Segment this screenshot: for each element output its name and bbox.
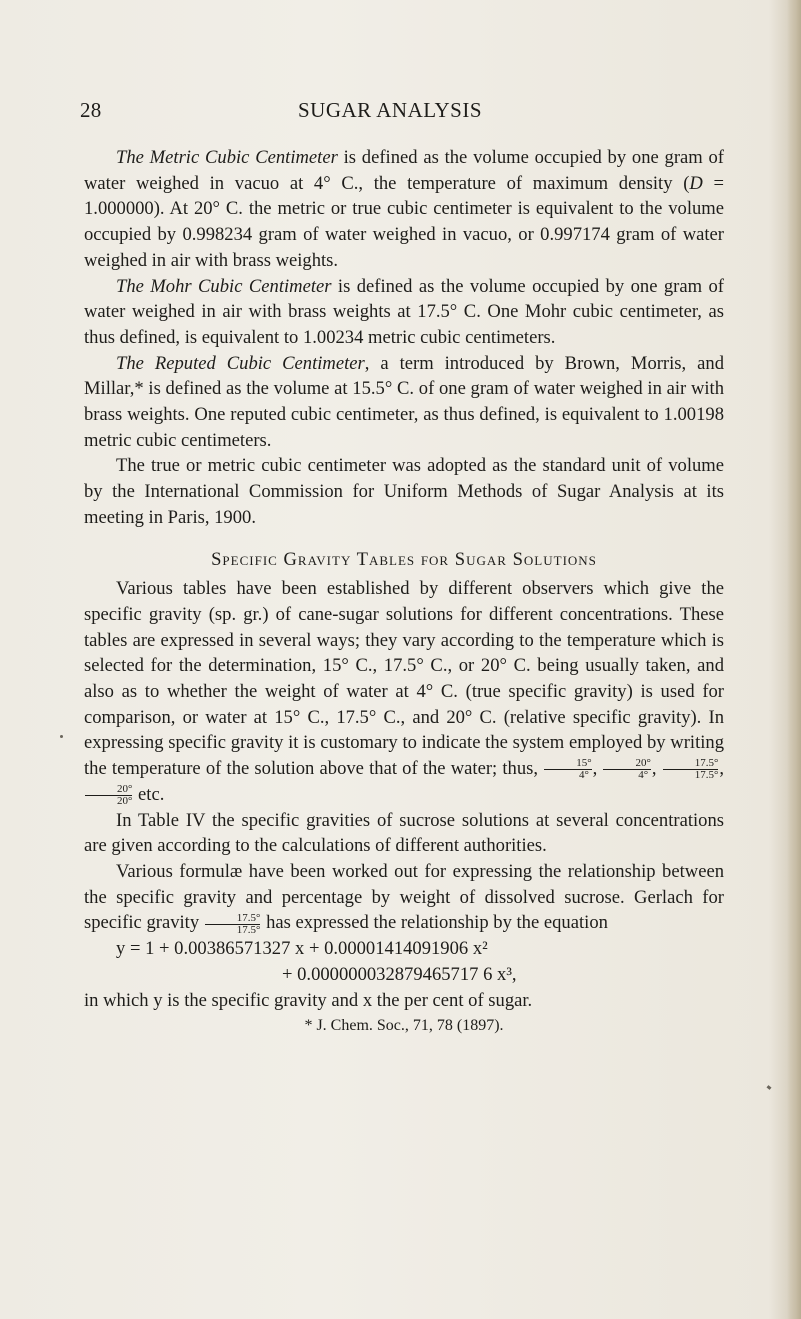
fraction [544, 758, 591, 781]
page-number: 28 [80, 98, 102, 122]
paragraph-text: Various formulæ have been worked out for expressing the relationship between the specific gravity and percentage by weight of dissolved sucrose. Gerlach for specific gravity [84, 860, 724, 934]
page-header [80, 98, 700, 126]
fraction [85, 784, 132, 807]
body-text [84, 145, 724, 1037]
paragraph-metric-cc [84, 145, 724, 274]
fraction-denominator: 20° [85, 795, 132, 807]
paragraph-text: is defined as the volume occupied by one gram of water weighed in air with brass weights at 17.5° C. One Mohr cubic centimeter, as thus defined, is equivalent to 1.00234 metric cubic centimeters. [84, 275, 724, 348]
term-reputed-cc: The Reputed Cubic Centimeter [116, 352, 365, 374]
paragraph-standard-unit: The true or metric cubic centimeter was adopted as the standard unit of volume by the International Commission for Uniform Methods of Sugar Analysis at its meeting in Paris, 1900. [84, 455, 724, 528]
term-mohr-cc: The Mohr Cubic Centimeter [116, 275, 332, 297]
equation-line-1: y = 1 + 0.00386571327 x + 0.00001414091906 x² [116, 938, 488, 960]
fraction-numerator: 20° [635, 757, 651, 770]
fraction-numerator: 17.5° [236, 911, 261, 924]
ink-speck [767, 1085, 772, 1090]
footnote: * J. Chem. Soc., 71, 78 (1897). [304, 1017, 504, 1035]
fraction-denominator: 17.5° [663, 769, 719, 781]
fraction-numerator: 20° [117, 783, 133, 796]
paragraph-text: has expressed the relationship by the equation [261, 912, 608, 934]
fraction [663, 758, 719, 781]
paragraph-text: etc. [133, 783, 165, 805]
equation-line-2: + 0.000000032879465717 6 x³, [282, 963, 517, 985]
ink-speck [60, 735, 63, 738]
paragraph-mohr-cc [84, 274, 724, 351]
fraction-denominator: 4° [544, 769, 591, 781]
term-metric-cc: The Metric Cubic Centimeter [116, 147, 338, 168]
paragraph-text: , a term introduced by Brown, Morris, and Millar,* is defined as the volume at 15.5° C. of one gram of water weighed in air with brass weights. One reputed cubic centimeter, as thus defined, is equivalent to 1.00198 metric cubic centimeters. [84, 352, 724, 451]
paragraph-specific-gravity: Various tables have been established by different observers which give the specific gravity (sp. gr.) of cane-sugar solutions for different concentrations. These tables are expressed in several ways; they vary according to the temperature which is selected for the determination, 15° C., 17.5° C., or 20° C. being usually taken, and also as to whether the weight of water at 4° C. (true specific gravity) is used for comparison, or water at 15° C., 17.5° C., and 20° C. (relative specific gravity). In expressing specific gravity it is customary to indicate the system employed by writing the temperature of the solution above that of the water; thus, $\frac{15^\circ}{4^\circ}$ , $\frac{20^\circ}{4^\circ}$ , $\frac{17.5^\circ}{17.5^\circ}$ , $\frac{20^\circ}{20^\circ}$ etc. [84, 578, 725, 808]
paragraph-text: Various tables have been established by different observers which give the specific gravity (sp. gr.) of cane-sugar solutions for different concentrations. These tables are expressed in several ways; they vary according to the temperature which is selected for the determination, 15° C., 17.5° C., or 20° C. being usually taken, and also as to whether the weight of water at 4° C. (true specific gravity) is used for comparison, or water at 15° C., 17.5° C., and 20° C. (relative specific gravity). In expressing specific gravity it is customary to indicate the system employed by writing the temperature of the solution above that of the water; thus, [84, 578, 724, 780]
paragraph-formulae [84, 859, 724, 936]
page-edge-shadow [787, 0, 801, 1319]
fraction [603, 758, 650, 781]
fraction-numerator: 17.5° [694, 757, 719, 770]
running-title: SUGAR ANALYSIS [297, 98, 482, 122]
fraction-numerator: 15° [576, 757, 592, 770]
section-heading: Specific Gravity Tables for Sugar Solutions [211, 548, 597, 570]
paragraph-equation-explanation: in which y is the specific gravity and x the per cent of sugar. [84, 989, 533, 1011]
fraction-denominator: 4° [603, 769, 650, 781]
fraction-denominator: 17.5° [205, 924, 261, 936]
fraction [205, 913, 261, 936]
paragraph-text: = 1.000000). At 20° C. the metric or true cubic centimeter is equivalent to the volume occupied by 0.998234 gram of water weighed in vacuo, or 0.997174 gram of water weighed in air with brass weights. [84, 172, 724, 271]
density-symbol: D [689, 172, 703, 194]
paragraph-table-iv: In Table IV the specific gravities of sucrose solutions at several concentrations are given according to the calculations of different authorities. [84, 809, 724, 857]
paragraph-text: is defined as the volume occupied by one gram of water weighed in vacuo at 4° C., the temperature of maximum density ( [84, 147, 724, 194]
paragraph-reputed-cc [84, 351, 724, 454]
